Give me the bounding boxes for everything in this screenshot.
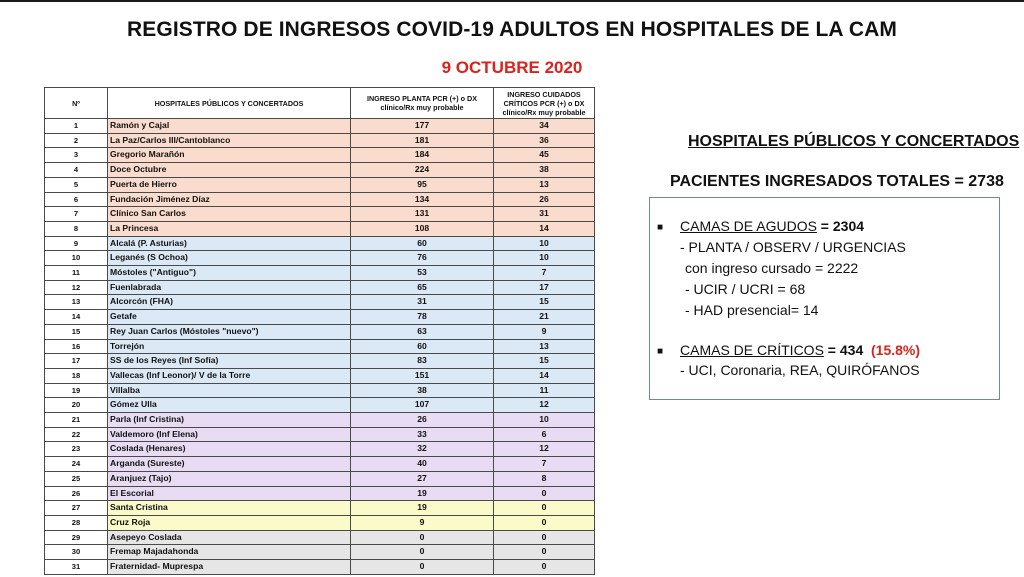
critical-care-admissions: 26 [494,192,595,207]
table-row [45,471,595,486]
agudos-detail-1: - PLANTA / OBSERV / URGENCIAS [680,239,906,255]
planta-admissions: 107 [351,398,494,413]
page-title: REGISTRO DE INGRESOS COVID-19 ADULTOS EN HOSPITALES DE LA CAM [127,18,897,41]
row-number: 23 [45,442,108,457]
table-row [45,530,595,545]
row-number: 9 [45,236,108,251]
hospital-name: Villalba [108,383,351,398]
hospital-name: SS de los Reyes (Inf Sofía) [108,354,351,369]
table-row [45,192,595,207]
agudos-eq: = [816,218,833,234]
hospital-name: Alcorcón (FHA) [108,295,351,310]
criticos-percentage: (15.8%) [871,342,921,358]
planta-admissions: 95 [351,177,494,192]
hospital-admissions-table [44,87,595,575]
critical-care-admissions: 7 [494,266,595,281]
critical-care-admissions: 7 [494,457,595,472]
table-row [45,339,595,354]
hospital-name: Arganda (Sureste) [108,457,351,472]
critical-care-admissions: 0 [494,530,595,545]
hospital-name: Fraternidad- Muprespa [108,560,351,575]
table-row [45,266,595,281]
critical-care-admissions: 10 [494,413,595,428]
planta-admissions: 33 [351,427,494,442]
table-row [45,442,595,457]
row-number: 20 [45,398,108,413]
row-number: 12 [45,280,108,295]
bullet-icon: ■ [657,222,664,233]
criticos-detail: - UCI, Coronaria, REA, QUIRÓFANOS [680,362,920,378]
agudos-detail-4: - HAD presencial= 14 [685,302,819,318]
hospital-name: Coslada (Henares) [108,442,351,457]
critical-care-admissions: 11 [494,383,595,398]
critical-care-admissions: 34 [494,119,595,134]
row-number: 28 [45,515,108,530]
planta-admissions: 38 [351,383,494,398]
row-number: 2 [45,133,108,148]
planta-admissions: 19 [351,501,494,516]
planta-admissions: 0 [351,560,494,575]
row-number: 14 [45,310,108,325]
critical-care-admissions: 0 [494,515,595,530]
table-body [45,119,595,575]
critical-care-admissions: 12 [494,398,595,413]
hospital-name: Rey Juan Carlos (Móstoles "nuevo") [108,324,351,339]
planta-admissions: 32 [351,442,494,457]
table-row [45,207,595,222]
hospital-name: La Paz/Carlos III/Cantoblanco [108,133,351,148]
planta-admissions: 63 [351,324,494,339]
table-row [45,560,595,575]
summary-box [649,197,1000,400]
planta-admissions: 184 [351,148,494,163]
hospital-name: La Princesa [108,221,351,236]
table-row [45,457,595,472]
planta-admissions: 65 [351,280,494,295]
critical-care-admissions: 10 [494,251,595,266]
hospital-name: Doce Octubre [108,163,351,178]
planta-admissions: 0 [351,530,494,545]
planta-admissions: 224 [351,163,494,178]
top-border-line [0,0,1024,2]
planta-admissions: 26 [351,413,494,428]
row-number: 24 [45,457,108,472]
row-number: 29 [45,530,108,545]
row-number: 11 [45,266,108,281]
row-number: 18 [45,368,108,383]
planta-admissions: 181 [351,133,494,148]
hospital-name: Santa Cristina [108,501,351,516]
table-row [45,501,595,516]
hospital-name: Parla (Inf Cristina) [108,413,351,428]
critical-care-admissions: 6 [494,427,595,442]
hospital-name: Asepeyo Coslada [108,530,351,545]
planta-admissions: 40 [351,457,494,472]
total-patients: PACIENTES INGRESADOS TOTALES = 2738 [670,173,1004,190]
table-row [45,427,595,442]
planta-admissions: 78 [351,310,494,325]
col-header-criticos: INGRESO CUIDADOS CRÍTICOS PCR (+) o DX clínico/Rx muy probable [494,88,595,119]
planta-admissions: 60 [351,236,494,251]
planta-admissions: 151 [351,368,494,383]
critical-care-admissions: 38 [494,163,595,178]
planta-admissions: 108 [351,221,494,236]
critical-care-admissions: 12 [494,442,595,457]
report-date: 9 OCTUBRE 2020 [441,58,583,77]
hospital-name: Gómez Ulla [108,398,351,413]
table-row [45,310,595,325]
table-row [45,133,595,148]
agudos-detail-3: - UCIR / UCRI = 68 [685,281,806,297]
table-row [45,515,595,530]
row-number: 25 [45,471,108,486]
row-number: 16 [45,339,108,354]
bullet-icon: ■ [657,346,664,357]
hospital-name: Ramón y Cajal [108,119,351,134]
table-row [45,295,595,310]
criticos-eq: = [823,342,840,358]
row-number: 19 [45,383,108,398]
critical-care-admissions: 13 [494,177,595,192]
agudos-line [680,218,864,234]
criticos-label: CAMAS DE CRÍTICOS [680,342,824,358]
table-row [45,413,595,428]
hospital-name: Aranjuez (Tajo) [108,471,351,486]
critical-care-admissions: 14 [494,368,595,383]
hospital-name: Fuenlabrada [108,280,351,295]
table-row [45,383,595,398]
planta-admissions: 27 [351,471,494,486]
hospital-name: Móstoles ("Antiguo") [108,266,351,281]
row-number: 8 [45,221,108,236]
agudos-label: CAMAS DE AGUDOS [680,218,817,234]
planta-admissions: 60 [351,339,494,354]
hospital-name: Clínico San Carlos [108,207,351,222]
table-row [45,119,595,134]
row-number: 13 [45,295,108,310]
table-header-row [45,88,595,119]
critical-care-admissions: 0 [494,545,595,560]
agudos-detail-2: con ingreso cursado = 2222 [685,260,859,276]
hospital-name: El Escorial [108,486,351,501]
table-row [45,148,595,163]
planta-admissions: 131 [351,207,494,222]
critical-care-admissions: 8 [494,471,595,486]
row-number: 7 [45,207,108,222]
criticos-value: 434 [839,342,864,358]
planta-admissions: 9 [351,515,494,530]
col-header-hospital: HOSPITALES PÚBLICOS Y CONCERTADOS [108,88,351,119]
hospital-name: Valdemoro (Inf Elena) [108,427,351,442]
hospital-name: Cruz Roja [108,515,351,530]
critical-care-admissions: 0 [494,560,595,575]
row-number: 31 [45,560,108,575]
planta-admissions: 76 [351,251,494,266]
col-header-planta: INGRESO PLANTA PCR (+) o DX clínico/Rx muy probable [351,88,494,119]
hospital-name: Getafe [108,310,351,325]
hospital-name: Fremap Majadahonda [108,545,351,560]
critical-care-admissions: 45 [494,148,595,163]
planta-admissions: 177 [351,119,494,134]
row-number: 21 [45,413,108,428]
row-number: 17 [45,354,108,369]
table-row [45,236,595,251]
planta-admissions: 134 [351,192,494,207]
critical-care-admissions: 21 [494,310,595,325]
row-number: 3 [45,148,108,163]
table-row [45,398,595,413]
table-row [45,486,595,501]
col-header-num: Nº [45,88,108,119]
critical-care-admissions: 0 [494,501,595,516]
table-row [45,354,595,369]
critical-care-admissions: 13 [494,339,595,354]
critical-care-admissions: 36 [494,133,595,148]
row-number: 10 [45,251,108,266]
row-number: 5 [45,177,108,192]
critical-care-admissions: 14 [494,221,595,236]
planta-admissions: 31 [351,295,494,310]
hospital-name: Alcalá (P. Asturias) [108,236,351,251]
hospital-name: Vallecas (Inf Leonor)/ V de la Torre [108,368,351,383]
hospital-name: Puerta de Hierro [108,177,351,192]
row-number: 30 [45,545,108,560]
planta-admissions: 19 [351,486,494,501]
hospital-name: Leganés (S Ochoa) [108,251,351,266]
critical-care-admissions: 15 [494,354,595,369]
planta-admissions: 53 [351,266,494,281]
summary-heading: HOSPITALES PÚBLICOS Y CONCERTADOS [688,133,1020,150]
critical-care-admissions: 9 [494,324,595,339]
critical-care-admissions: 31 [494,207,595,222]
table-row [45,280,595,295]
row-number: 27 [45,501,108,516]
critical-care-admissions: 17 [494,280,595,295]
hospital-name: Fundación Jiménez Díaz [108,192,351,207]
table-row [45,221,595,236]
critical-care-admissions: 10 [494,236,595,251]
row-number: 1 [45,119,108,134]
table-row [45,177,595,192]
row-number: 22 [45,427,108,442]
planta-admissions: 0 [351,545,494,560]
table-row [45,163,595,178]
table-row [45,324,595,339]
agudos-value: 2304 [832,218,865,234]
critical-care-admissions: 15 [494,295,595,310]
table-row [45,368,595,383]
table-row [45,251,595,266]
hospital-name: Torrejón [108,339,351,354]
row-number: 26 [45,486,108,501]
criticos-line [680,342,920,358]
planta-admissions: 83 [351,354,494,369]
critical-care-admissions: 0 [494,486,595,501]
row-number: 4 [45,163,108,178]
table-row [45,545,595,560]
row-number: 15 [45,324,108,339]
row-number: 6 [45,192,108,207]
hospital-name: Gregorio Marañón [108,148,351,163]
